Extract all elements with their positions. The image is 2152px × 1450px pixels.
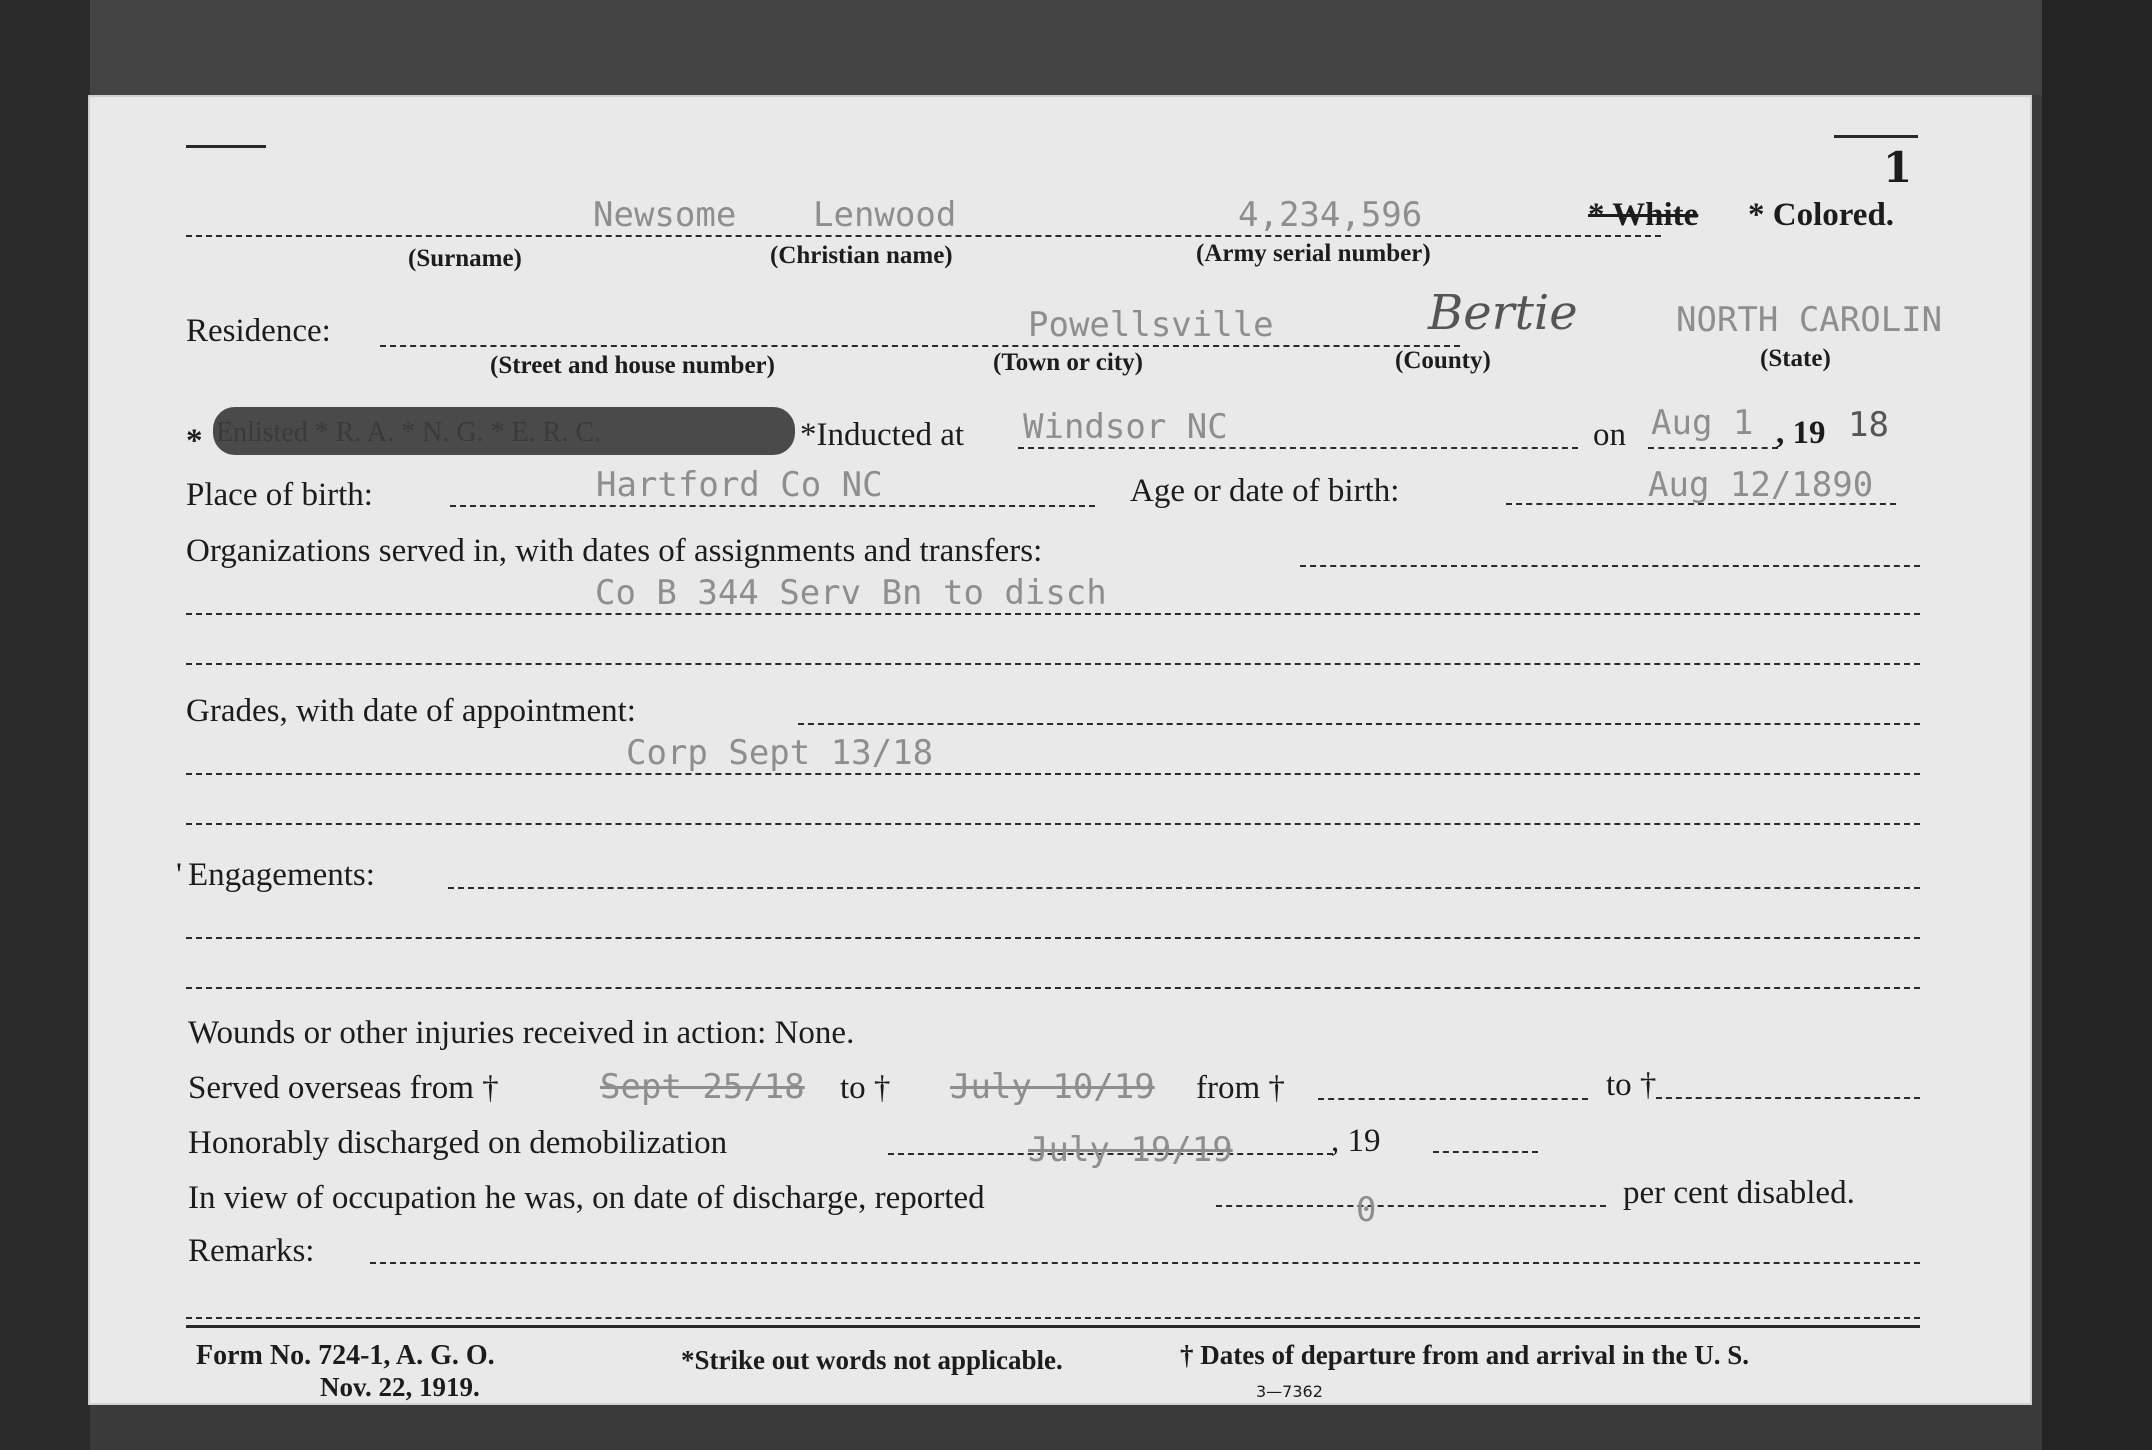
place-of-birth-label: Place of birth: (186, 477, 373, 513)
engagements-mark: ' (176, 857, 182, 893)
birth-date-value: Aug 12/1890 (1648, 465, 1874, 505)
redacted-enlistment-types: Enlisted * R. A. * N. G. * E. R. C. (216, 417, 602, 448)
birth-date-line (1506, 503, 1896, 505)
dagger-note: † Dates of departure from and arrival in the U. S. (1180, 1340, 1749, 1370)
scan-background-top (0, 0, 2152, 95)
record-card (88, 95, 2032, 1405)
overseas-to2-label: to † (1606, 1067, 1657, 1103)
inducted-place-value: Windsor NC (1023, 407, 1228, 447)
age-label: Age or date of birth: (1130, 473, 1400, 509)
card-number-rule (1834, 135, 1918, 138)
induction-year-prefix: , 19 (1776, 415, 1826, 451)
overseas-to-date: July 10/19 (950, 1067, 1155, 1107)
wounds-text: Wounds or other injuries received in action: None. (188, 1015, 855, 1051)
residence-county-value: Bertie (1428, 285, 1578, 341)
engagements-label: Engagements: (188, 857, 375, 893)
place-of-birth-value: Hartford Co NC (596, 465, 883, 505)
residence-town-value: Powellsville (1028, 305, 1274, 345)
discharge-label: Honorably discharged on demobilization (188, 1125, 728, 1161)
induction-date-value: Aug 1 (1651, 403, 1754, 443)
engagements-line-3 (186, 987, 1920, 989)
corner-dash (186, 145, 266, 148)
scan-background-left (0, 0, 90, 1450)
disability-label: In view of occupation he was, on date of discharge, reported (188, 1180, 985, 1216)
induction-year-value: 18 (1848, 405, 1889, 445)
footer-rule (186, 1325, 1920, 1328)
place-of-birth-line (450, 505, 1095, 507)
grades-line-1 (798, 723, 1920, 725)
disability-suffix: per cent disabled. (1623, 1175, 1855, 1211)
strike-note: *Strike out words not applicable. (681, 1345, 1063, 1375)
discharge-date: July 19/19 (1028, 1130, 1233, 1170)
form-number: Form No. 724-1, A. G. O. (196, 1340, 495, 1371)
inducted-line (1018, 447, 1578, 449)
street-caption: (Street and house number) (490, 352, 775, 379)
print-code: 3—7362 (1256, 1382, 1323, 1401)
overseas-to2-line (1656, 1097, 1920, 1099)
organizations-line-3 (186, 663, 1920, 665)
town-caption: (Town or city) (993, 349, 1143, 376)
form-date: Nov. 22, 1919. (320, 1372, 480, 1402)
organizations-value: Co B 344 Serv Bn to disch (595, 573, 1107, 613)
overseas-from-label: Served overseas from † (188, 1070, 499, 1106)
organizations-line-2 (186, 613, 1920, 615)
overseas-from-date: Sept 25/18 (600, 1067, 805, 1107)
discharge-year-line (1433, 1151, 1538, 1153)
grades-line-2 (186, 773, 1920, 775)
scan-background-right (2042, 0, 2152, 1450)
remarks-label: Remarks: (188, 1233, 315, 1269)
grades-label: Grades, with date of appointment: (186, 693, 636, 729)
christian-name-caption: (Christian name) (770, 242, 953, 269)
inducted-at-label: *Inducted at (800, 417, 965, 453)
induction-star: * (186, 423, 203, 459)
organizations-label: Organizations served in, with dates of assignments and transfers: (186, 533, 1043, 569)
white-label: * White (1588, 197, 1699, 233)
surname-value: Newsome (593, 195, 737, 235)
date-line (1648, 447, 1778, 449)
engagements-line-2 (186, 937, 1920, 939)
residence-state-value: NORTH CAROLIN (1676, 300, 1943, 340)
state-caption: (State) (1760, 345, 1831, 372)
overseas-from2-label: from † (1196, 1070, 1285, 1106)
grades-value: Corp Sept 13/18 (626, 733, 934, 773)
remarks-line-1 (370, 1262, 1920, 1264)
christian-name-value: Lenwood (813, 195, 957, 235)
header-line (186, 235, 1661, 237)
discharge-year-label: , 19 (1331, 1123, 1381, 1159)
card-number: 1 (1883, 143, 1913, 192)
grades-line-3 (186, 823, 1920, 825)
remarks-line-2 (186, 1317, 1920, 1319)
engagements-line-1 (448, 887, 1920, 889)
overseas-to-label: to † (840, 1070, 891, 1106)
organizations-line-1 (1300, 565, 1920, 567)
serial-number-caption: (Army serial number) (1196, 240, 1431, 267)
on-label: on (1593, 417, 1626, 453)
colored-label: * Colored. (1748, 197, 1895, 233)
residence-line (380, 345, 1460, 347)
disability-value: 0 (1356, 1190, 1377, 1230)
surname-caption: (Surname) (408, 245, 522, 272)
serial-number-value: 4,234,596 (1238, 195, 1423, 235)
disability-line (1216, 1205, 1606, 1207)
residence-label: Residence: (186, 313, 331, 349)
county-caption: (County) (1395, 347, 1491, 374)
overseas-from2-line (1318, 1098, 1588, 1100)
